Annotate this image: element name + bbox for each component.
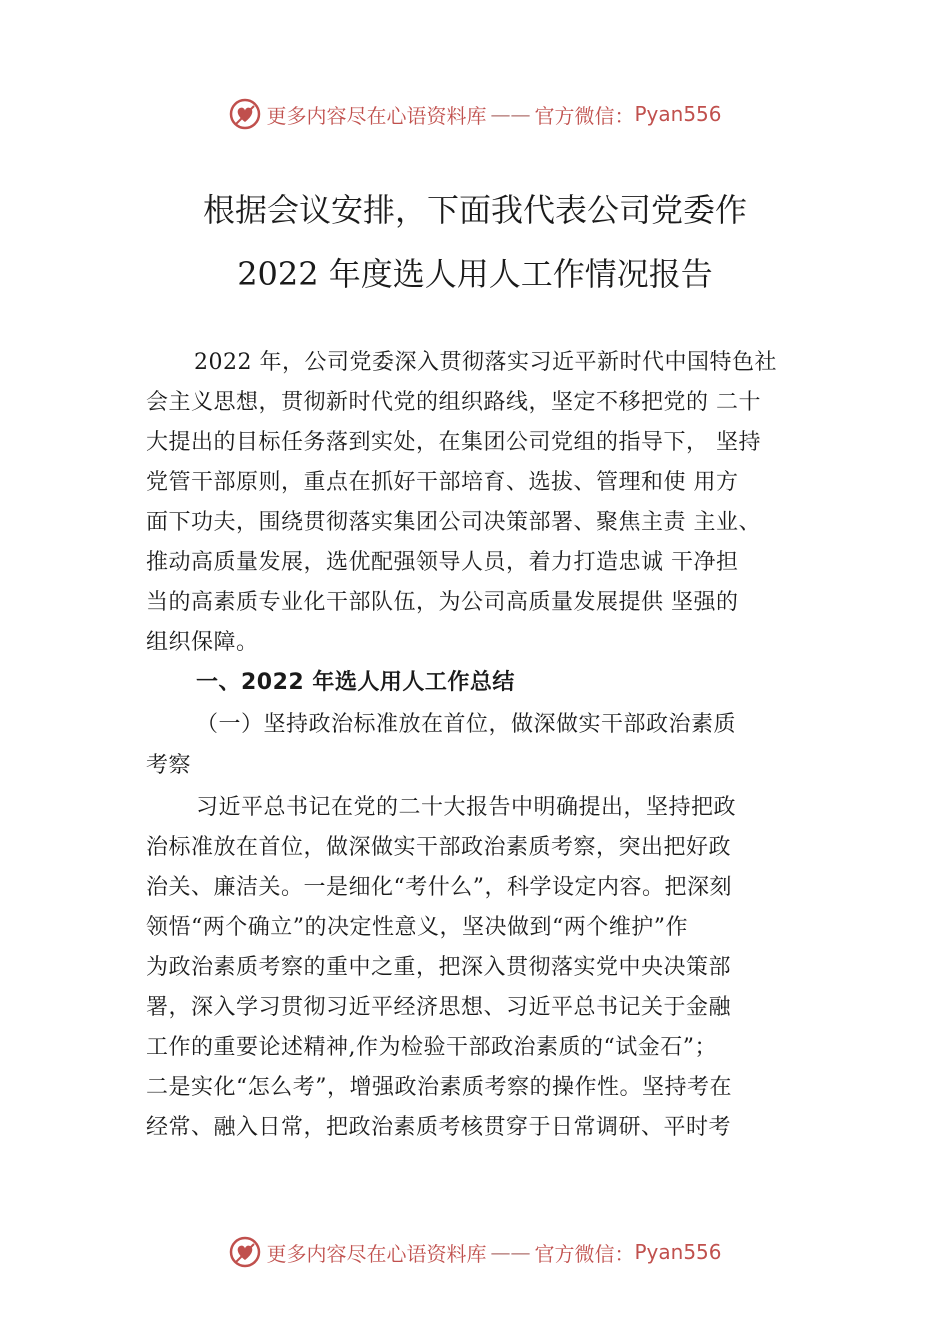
subsection-heading-line: （一）坚持政治标准放在首位，做深做实干部政治素质 [196,712,737,737]
watermark-site: 更多内容尽在心语资料库 [266,103,487,128]
paragraph-1-line: 推动高质量发展，选优配强领导人员，着力打造忠诚 干净担 [146,550,739,575]
paragraph-2-line: 经常、融入日常，把政治素质考核贯穿于日常调研、平时考 [146,1115,732,1140]
section-heading-1: 一、2022 年选人用人工作总结 [196,670,515,695]
paragraph-1-line: 2022 年，公司党委深入贯彻落实习近平新时代中国特色社 [194,350,777,375]
paragraph-2-line: 治关、廉洁关。一是细化“考什么”，科学设定内容。把深刻 [146,875,732,900]
document-title-line-2: 2022 年度选人用人工作情况报告 [237,255,713,293]
watermark-banner-top [0,94,950,134]
heart-logo-icon [228,1235,262,1269]
watermark-account: Pyan556 [634,1240,722,1264]
watermark-wechat-label: 官方微信： [534,1241,635,1266]
paragraph-2-line: 二是实化“怎么考”，增强政治素质考察的操作性。坚持考在 [146,1075,732,1100]
paragraph-2-line: 署，深入学习贯彻习近平经济思想、习近平总书记关于金融 [146,995,732,1020]
paragraph-2-line: 领悟“两个确立”的决定性意义，坚决做到“两个维护”作 [146,915,688,940]
paragraph-2-line: 工作的重要论述精神,作为检验干部政治素质的“试金石”； [146,1035,717,1060]
paragraph-1-line: 大提出的目标任务落到实处，在集团公司党组的指导下， 坚持 [146,430,761,455]
paragraph-2-line: 为政治素质考察的重中之重，把深入贯彻落实党中央决策部 [146,955,732,980]
paragraph-1-line: 面下功夫，围绕贯彻落实集团公司决策部署、聚焦主责 主业、 [146,510,761,535]
paragraph-1-line: 党管干部原则，重点在抓好干部培育、选拔、管理和使 用方 [146,470,739,495]
watermark-banner-bottom [0,1232,950,1272]
document-title-line-1: 根据会议安排，下面我代表公司党委作 [202,191,747,229]
watermark-site: 更多内容尽在心语资料库 [266,1241,487,1266]
paragraph-1-line: 当的高素质专业化干部队伍，为公司高质量发展提供 坚强的 [146,590,739,615]
watermark-account: Pyan556 [634,102,722,126]
paragraph-2-line: 习近平总书记在党的二十大报告中明确提出，坚持把政 [196,795,737,820]
paragraph-2-line: 治标准放在首位，做深做实干部政治素质考察，突出把好政 [146,835,732,860]
heart-logo-icon [228,97,262,131]
watermark-separator: —— [490,102,531,126]
paragraph-1-line: 组织保障。 [146,630,259,655]
paragraph-1-line: 会主义思想，贯彻新时代党的组织路线，坚定不移把党的 二十 [146,390,761,415]
subsection-heading-line: 考察 [146,753,192,778]
watermark-wechat-label: 官方微信： [534,103,635,128]
watermark-separator: —— [490,1240,531,1264]
